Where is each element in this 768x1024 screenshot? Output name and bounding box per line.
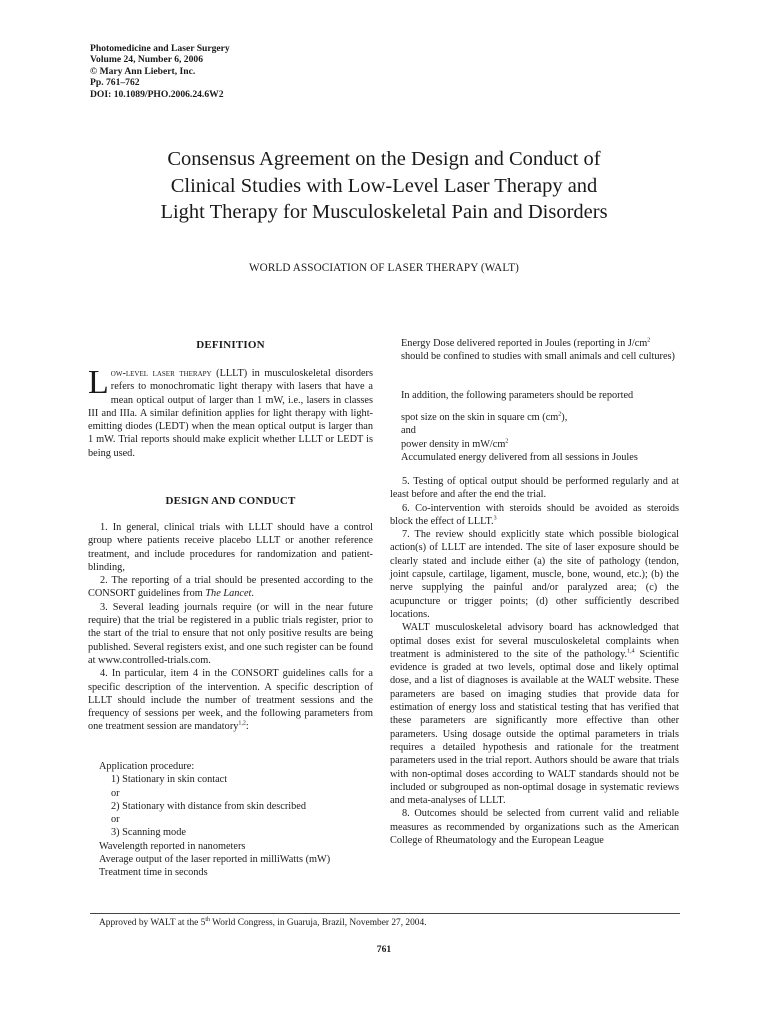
- journal-copyright: © Mary Ann Liebert, Inc.: [90, 65, 196, 77]
- journal-name: Photomedicine and Laser Surgery: [90, 43, 230, 54]
- energy-text-2: should be confined to studies with small animals and cell cultures): [401, 351, 675, 363]
- list-item: [401, 411, 679, 424]
- definition-smallcaps: ow-level laser therapy: [110, 368, 212, 379]
- energy-text: Energy Dose delivered reported in Joules (reporting in J/cm: [401, 338, 648, 349]
- walt-text: WALT musculoskeletal advisory board has acknowledged that optimal doses exist for several musculoskeletal complaints when treatment is administered to the site of the pathology.: [390, 622, 679, 660]
- title-line: Clinical Studies with Low-Level Laser Therapy and: [170, 174, 598, 197]
- citation: 1,4: [627, 648, 635, 655]
- walt-paragraph: [390, 621, 679, 807]
- definition-section: [88, 364, 373, 460]
- superscript: th: [205, 916, 210, 923]
- list-item: Treatment time in seconds: [99, 867, 208, 879]
- additional-list: [401, 411, 679, 464]
- energy-dose: [401, 337, 679, 364]
- design-body: [88, 521, 373, 734]
- definition-body: (LLLT) in musculoskeletal disorders refers to monochromatic light therapy with lasers that have a mean optical output of larger than 1 mW, i.e., lasers in classes III and IIIa. A similar definition applies for light therapy with light-emitting diodes (LEDT) when the mean optical output is larger than 1 mW. Trial reports should make explicit whether LLLT or LEDT is being used.: [88, 368, 373, 459]
- footnote-rule: [90, 913, 680, 914]
- superscript: 2: [558, 411, 562, 418]
- list-item: 1) Stationary in skin contact: [111, 774, 228, 786]
- design-heading: DESIGN AND CONDUCT: [165, 495, 296, 507]
- drop-cap: L: [88, 364, 109, 401]
- paragraph-6-text: 6. Co-intervention with steroids should be avoided as steroids block the effect of LLLT.: [390, 502, 679, 527]
- title-line: Consensus Agreement on the Design and Conduct of: [167, 148, 601, 170]
- superscript: 2: [647, 337, 651, 344]
- application-list: [99, 760, 330, 880]
- paragraph-2-end: .: [251, 588, 254, 600]
- footnote-text: Approved by WALT at the 5: [99, 918, 206, 928]
- list-item: 2) Stationary with distance from skin described: [111, 800, 307, 812]
- journal-info: [90, 43, 230, 100]
- paragraph-2-text: 2. The reporting of a trial should be presented according to the CONSORT guidelines from: [88, 575, 373, 600]
- article-title: [80, 146, 688, 226]
- journal-pages: Pp. 761–762: [90, 77, 140, 89]
- paragraph-4-text: 4. In particular, item 4 in the CONSORT guidelines calls for a specific description of the intervention. A specific description of LLLT should include the number of treatment sessions and the frequency of sessions per week, and the following parameters from one treatment session are mandatory: [88, 668, 373, 733]
- definition-text: [88, 364, 373, 460]
- definition-heading: DEFINITION: [196, 339, 265, 351]
- journal-doi: DOI: 10.1089/PHO.2006.24.6W2: [90, 88, 224, 100]
- author: WORLD ASSOCIATION OF LASER THERAPY (WALT): [248, 262, 520, 274]
- spot-text: spot size on the skin in square cm (cm: [401, 412, 559, 423]
- paragraph-6: [390, 502, 679, 529]
- paragraph-7: 7. The review should explicitly state which possible biological action(s) of LLLT are intended. The site of laser exposure should be clearly stated and include either (a) the site of pathology (tendon, joint capsule, cartilage, ligament, muscle, bone, wound, etc.); (b) the nerve supplying the painful and/or paralyzed area; (c) the acupuncture or trigger points; (d) other sufficiently described locations.: [390, 529, 679, 620]
- power-text: power density in mW/cm: [401, 438, 506, 450]
- journal-volume: Volume 24, Number 6, 2006: [90, 54, 203, 66]
- list-item: or: [111, 814, 120, 826]
- footnote: [99, 918, 426, 928]
- list-item: and: [401, 425, 416, 437]
- paragraph-4: [88, 667, 373, 733]
- paragraph-8: 8. Outcomes should be selected from current valid and reliable measures as recommended by organizations such as the American College of Rheumatology and the European League: [390, 808, 679, 847]
- page-number: 761: [376, 944, 392, 955]
- citation: 1,2: [238, 721, 246, 728]
- footnote-text-2: World Congress, in Guaruja, Brazil, November 27, 2004.: [210, 918, 427, 928]
- list-item: Wavelength reported in nanometers: [99, 840, 246, 852]
- spot-end: ),: [561, 412, 568, 423]
- paragraph-4-end: :: [245, 721, 249, 733]
- walt-text-2: Scientific evidence is graded at two levels, optimal dose and likely optimal dose, and a list of diagnoses is available at the WALT website. These parameters are based on imaging studies that provide data for estimation of energy loss and statistical testing that has verified that these parameters are significantly more effective than other parameters. Using dosage outside the optimal parameters in trials requires a detailed hypothesis and rationale for the treatment parameters used in the trial report. Authors should be aware that trials with non-optimal doses according to WALT standards should not be included or subgrouped as non-optimal dosage in systematic reviews and meta-analyses of LLLT.: [390, 648, 679, 807]
- list-item: [401, 438, 679, 451]
- list-item: or: [111, 787, 120, 799]
- citation: 3: [493, 515, 497, 522]
- additional-intro: In addition, the following parameters should be reported: [401, 390, 634, 401]
- list-item: Accumulated energy delivered from all sessions in Joules: [401, 451, 638, 463]
- superscript: 2: [505, 438, 509, 445]
- paragraph-2: [88, 574, 373, 601]
- journal-ref: The Lancet: [205, 588, 252, 600]
- list-item: Application procedure:: [99, 761, 195, 772]
- paragraph-3: 3. Several leading journals require (or will in the near future require) that the trial be registered in a public trials register, prior to the start of the trial to ensure that not only positive results are being published. Several registers exist, and one such register can be found at www.controlled-trials.com.: [88, 601, 373, 666]
- paragraph-5: 5. Testing of optical output should be performed regularly and at least before and after the end the trial.: [390, 476, 679, 501]
- list-item: 3) Scanning mode: [111, 827, 186, 839]
- right-body: [390, 475, 679, 847]
- list-item: Average output of the laser reported in milliWatts (mW): [99, 854, 331, 866]
- title-line: Light Therapy for Musculoskeletal Pain and Disorders: [160, 201, 608, 223]
- paragraph-1: 1. In general, clinical trials with LLLT should have a control group where patients receive placebo LLLT or another reference treatment, and include procedures for randomization and patient-blinding,: [88, 522, 373, 573]
